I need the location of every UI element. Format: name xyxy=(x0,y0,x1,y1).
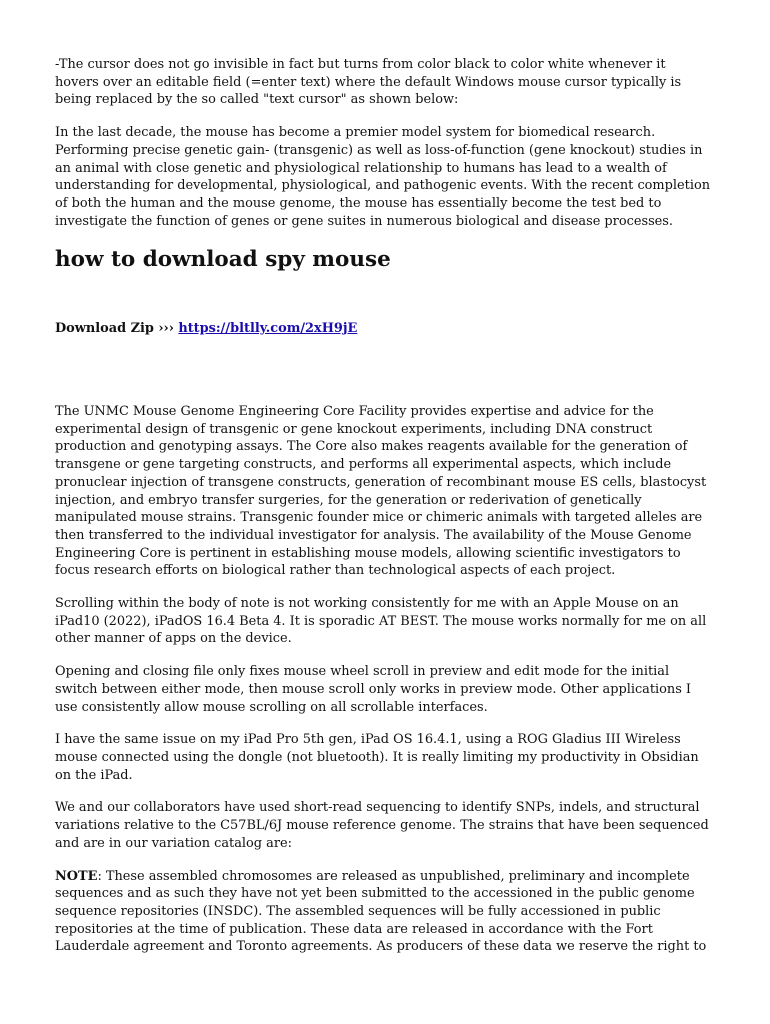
paragraph-cursor-note: -The cursor does not go invisible in fact but turns from color black to color white whenever it hovers over an editable field (=enter text) where the default Windows mouse cursor typically is being replaced by the so called "text cursor" as shown below: xyxy=(55,57,682,108)
download-line xyxy=(55,320,713,338)
paragraph-sequencing: We and our collaborators have used short-read sequencing to identify SNPs, indels, and structural variations relative to the C57BL/6J mouse reference genome. The strains that have been sequenced and are in our variation catalog are: xyxy=(55,800,709,851)
paragraph-note xyxy=(55,868,713,957)
note-label: NOTE xyxy=(55,868,98,884)
paragraph-scrolling-issue: Scrolling within the body of note is not working consistently for me with an Apple Mouse on an iPad10 (2022), iPadOS 16.4 Beta 4. It is sporadic AT BEST. The mouse works normally for me on all other manner of apps on the device. xyxy=(55,596,707,647)
paragraph-mouse-model-intro: In the last decade, the mouse has become a premier model system for biomedical research. Performing precise genetic gain- (transgenic) as well as loss-of-function (gene knockout) studies in an animal with close genetic and physiological relationship to humans has lead to a wealth of understanding for developmental, physiological, and pathogenic events. With the recent completion of both the human and the mouse genome, the mouse has essentially become the test bed to investigate the function of genes or gene suites in numerous biological and disease processes. xyxy=(55,125,711,229)
download-label: Download Zip ››› xyxy=(55,321,179,337)
paragraph-scroll-fix: Opening and closing file only fixes mouse wheel scroll in preview and edit mode for the initial switch between either mode, then mouse scroll only works in preview mode. Other applications I use consistently allow mouse scrolling on all scrollable interfaces. xyxy=(55,664,692,715)
page-heading: how to download spy mouse xyxy=(55,247,391,273)
paragraph-core-facility: The UNMC Mouse Genome Engineering Core Facility provides expertise and advice for the experimental design of transgenic or gene knockout experiments, including DNA construct production and genotyping assays. The Core also makes reagents available for the generation of transgene or gene targeting constructs, and performs all experimental aspects, which include pronuclear injection of transgene constructs, generation of recombinant mouse ES cells, blastocyst injection, and embryo transfer surgeries, for the generation or rederivation of genetically manipulated mouse strains. Transgenic founder mice or chimeric animals with targeted alleles are then transferred to the individual investigator for analysis. The availability of the Mouse Genome Engineering Core is pertinent in establishing mouse models, allowing scientific investigators to focus research efforts on biological rather than technological aspects of each project. xyxy=(55,404,707,579)
paragraph-ipad-issue: I have the same issue on my iPad Pro 5th gen, iPad OS 16.4.1, using a ROG Gladius III Wireless mouse connected using the dongle (not bluetooth). It is really limiting my productivity in Obsidian on the iPad. xyxy=(55,732,699,783)
note-text: : These assembled chromosomes are released as unpublished, preliminary and incomplete sequences and as such they have not yet been submitted to the accessioned in the public genome sequence repositories (INSDC). The assembled sequences will be fully accessioned in public repositories at the time of publication. These data are released in accordance with the Fort Lauderdale agreement and Toronto agreements. As producers of these data we reserve the right to xyxy=(55,868,707,955)
download-link[interactable]: https://bltlly.com/2xH9jE xyxy=(178,321,358,337)
